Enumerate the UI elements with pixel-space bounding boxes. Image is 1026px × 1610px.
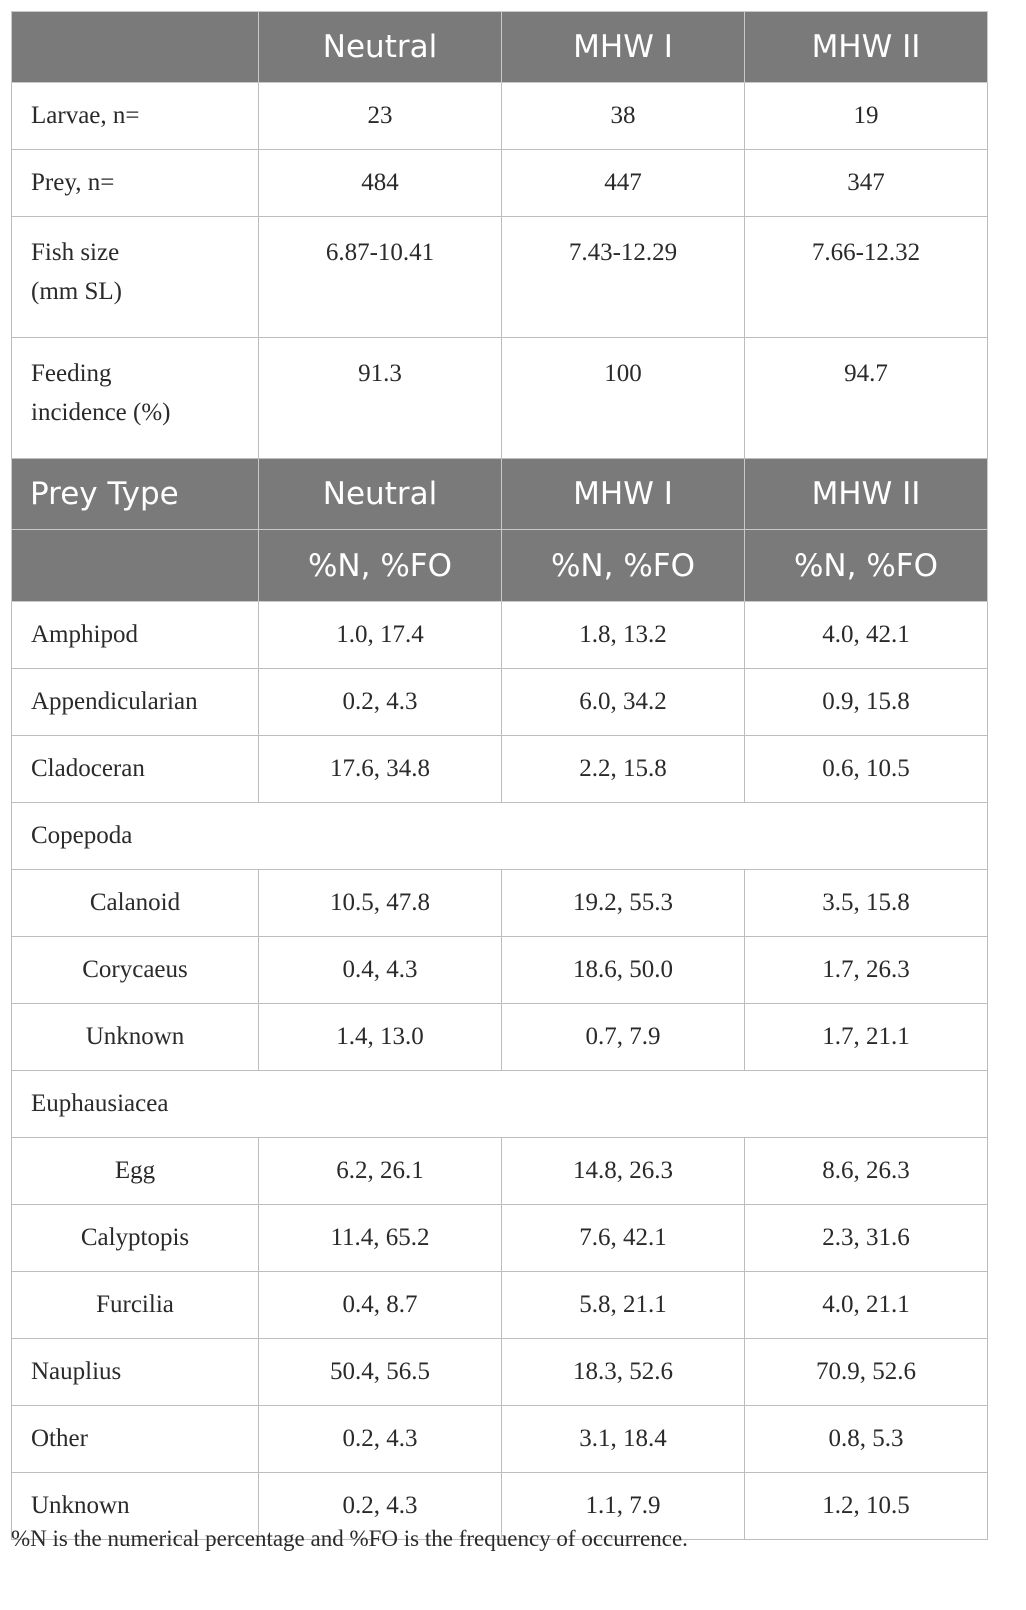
table-cell: 23 bbox=[259, 83, 502, 150]
table-cell: 4.0, 21.1 bbox=[745, 1272, 988, 1339]
column-header: MHW I bbox=[502, 459, 745, 530]
summary-row bbox=[12, 150, 988, 217]
table-cell: 50.4, 56.5 bbox=[259, 1339, 502, 1406]
table-cell: 3.5, 15.8 bbox=[745, 870, 988, 937]
row-label-line: incidence (%) bbox=[31, 399, 171, 426]
column-subheader bbox=[12, 530, 259, 602]
table-row bbox=[12, 1272, 988, 1339]
prey-type-label: Furcilia bbox=[12, 1272, 259, 1339]
table-cell: 14.8, 26.3 bbox=[502, 1138, 745, 1205]
table-cell: 10.5, 47.8 bbox=[259, 870, 502, 937]
table-cell: 1.7, 21.1 bbox=[745, 1004, 988, 1071]
prey-type-label: Amphipod bbox=[12, 602, 259, 669]
table-cell: 2.2, 15.8 bbox=[502, 736, 745, 803]
table-cell: 5.8, 21.1 bbox=[502, 1272, 745, 1339]
prey-composition-table bbox=[11, 11, 988, 1540]
table-cell: 0.6, 10.5 bbox=[745, 736, 988, 803]
table-cell: 100 bbox=[502, 338, 745, 459]
table-row bbox=[12, 1004, 988, 1071]
table-cell: 3.1, 18.4 bbox=[502, 1406, 745, 1473]
summary-row bbox=[12, 83, 988, 150]
group-row bbox=[12, 1071, 988, 1138]
table-cell: 1.0, 17.4 bbox=[259, 602, 502, 669]
prey-type-label: Cladoceran bbox=[12, 736, 259, 803]
table-row bbox=[12, 1205, 988, 1272]
column-subheader: %N, %FO bbox=[502, 530, 745, 602]
table-cell: 1.1, 7.9 bbox=[502, 1473, 745, 1540]
table-cell: 447 bbox=[502, 150, 745, 217]
table-cell: 91.3 bbox=[259, 338, 502, 459]
table-cell: 18.3, 52.6 bbox=[502, 1339, 745, 1406]
prey-subheader-row bbox=[12, 530, 988, 602]
table-cell: 11.4, 65.2 bbox=[259, 1205, 502, 1272]
table-cell: 1.8, 13.2 bbox=[502, 602, 745, 669]
group-label: Euphausiacea bbox=[12, 1071, 988, 1138]
table-cell: 6.0, 34.2 bbox=[502, 669, 745, 736]
table-cell: 1.4, 13.0 bbox=[259, 1004, 502, 1071]
table-cell: 1.7, 26.3 bbox=[745, 937, 988, 1004]
table-row bbox=[12, 870, 988, 937]
column-subheader: %N, %FO bbox=[259, 530, 502, 602]
table-footnote: %N is the numerical percentage and %FO is the frequency of occurrence. bbox=[11, 1526, 688, 1551]
column-header bbox=[12, 12, 259, 83]
prey-type-label: Egg bbox=[12, 1138, 259, 1205]
row-label bbox=[12, 217, 259, 338]
column-subheader: %N, %FO bbox=[745, 530, 988, 602]
prey-type-label: Nauplius bbox=[12, 1339, 259, 1406]
column-header: MHW II bbox=[745, 459, 988, 530]
summary-header-row bbox=[12, 12, 988, 83]
row-label-line: Feeding bbox=[31, 360, 112, 387]
table-row bbox=[12, 736, 988, 803]
column-header: MHW II bbox=[745, 12, 988, 83]
prey-type-label: Unknown bbox=[12, 1473, 259, 1540]
column-header: Prey Type bbox=[12, 459, 259, 530]
table-cell: 4.0, 42.1 bbox=[745, 602, 988, 669]
prey-type-label: Calyptopis bbox=[12, 1205, 259, 1272]
group-row bbox=[12, 803, 988, 870]
group-label: Copepoda bbox=[12, 803, 988, 870]
table-cell: 6.87-10.41 bbox=[259, 217, 502, 338]
table-cell: 19.2, 55.3 bbox=[502, 870, 745, 937]
table-cell: 18.6, 50.0 bbox=[502, 937, 745, 1004]
table-cell: 1.2, 10.5 bbox=[745, 1473, 988, 1540]
table-row bbox=[12, 937, 988, 1004]
table-row bbox=[12, 1138, 988, 1205]
prey-type-label: Corycaeus bbox=[12, 937, 259, 1004]
table-row bbox=[12, 1406, 988, 1473]
column-header: Neutral bbox=[259, 459, 502, 530]
row-label bbox=[12, 338, 259, 459]
table-cell: 7.43-12.29 bbox=[502, 217, 745, 338]
table-cell: 70.9, 52.6 bbox=[745, 1339, 988, 1406]
table-row bbox=[12, 669, 988, 736]
prey-type-label: Calanoid bbox=[12, 870, 259, 937]
table-cell: 2.3, 31.6 bbox=[745, 1205, 988, 1272]
table-cell: 7.6, 42.1 bbox=[502, 1205, 745, 1272]
table-body bbox=[12, 12, 988, 1540]
row-label-line: (mm SL) bbox=[31, 278, 122, 305]
table-cell: 7.66-12.32 bbox=[745, 217, 988, 338]
table-cell: 484 bbox=[259, 150, 502, 217]
row-label: Larvae, n= bbox=[12, 83, 259, 150]
table-cell: 0.7, 7.9 bbox=[502, 1004, 745, 1071]
column-header: Neutral bbox=[259, 12, 502, 83]
table-row bbox=[12, 602, 988, 669]
row-label-line: Fish size bbox=[31, 239, 120, 266]
row-label: Prey, n= bbox=[12, 150, 259, 217]
table-cell: 8.6, 26.3 bbox=[745, 1138, 988, 1205]
prey-type-label: Unknown bbox=[12, 1004, 259, 1071]
table-cell: 94.7 bbox=[745, 338, 988, 459]
table-cell: 17.6, 34.8 bbox=[259, 736, 502, 803]
table-cell: 0.2, 4.3 bbox=[259, 669, 502, 736]
table-cell: 0.9, 15.8 bbox=[745, 669, 988, 736]
summary-row bbox=[12, 217, 988, 338]
table-cell: 0.8, 5.3 bbox=[745, 1406, 988, 1473]
summary-row bbox=[12, 338, 988, 459]
table-cell: 0.2, 4.3 bbox=[259, 1406, 502, 1473]
table-cell: 0.4, 8.7 bbox=[259, 1272, 502, 1339]
prey-header-row bbox=[12, 459, 988, 530]
prey-type-label: Appendicularian bbox=[12, 669, 259, 736]
column-header: MHW I bbox=[502, 12, 745, 83]
table-cell: 347 bbox=[745, 150, 988, 217]
table-cell: 0.4, 4.3 bbox=[259, 937, 502, 1004]
table-cell: 6.2, 26.1 bbox=[259, 1138, 502, 1205]
prey-type-label: Other bbox=[12, 1406, 259, 1473]
table-cell: 0.2, 4.3 bbox=[259, 1473, 502, 1540]
table-row bbox=[12, 1339, 988, 1406]
table-cell: 38 bbox=[502, 83, 745, 150]
table-cell: 19 bbox=[745, 83, 988, 150]
